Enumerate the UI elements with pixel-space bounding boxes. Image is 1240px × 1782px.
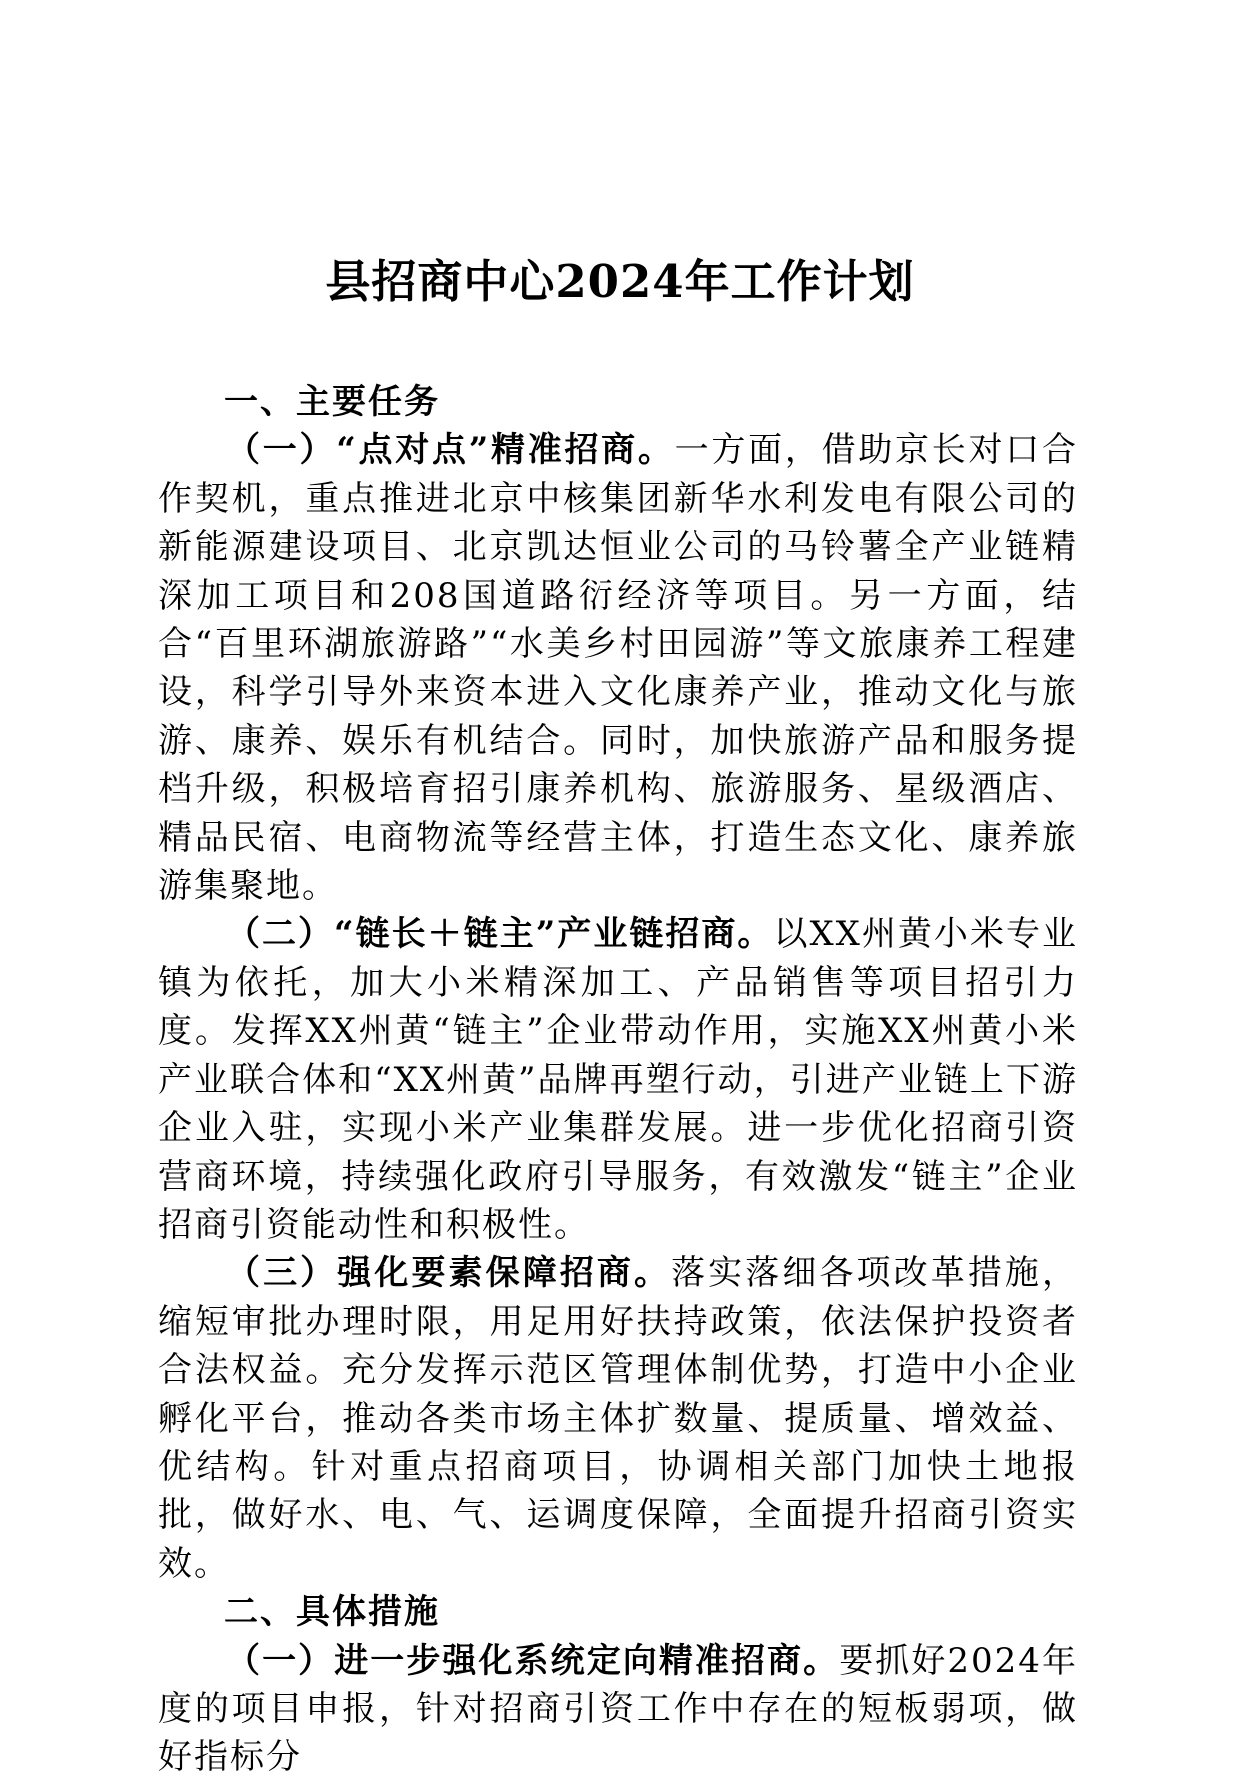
section-heading-specific-measures: 二、具体措施 [224,1592,440,1633]
paragraph-lead: （二）“链长＋链主”产业链招商。 [226,914,774,955]
paragraph-lead: （三）强化要素保障招商。 [226,1253,672,1294]
paragraph-point-to-point [158,426,1078,910]
paragraph-lead: （一）“点对点”精准招商。 [226,430,675,471]
document-title: 县招商中心2024年工作计划 [325,255,915,308]
paragraph-text: 要抓好2024年度的项目申报，针对招商引资工作中存在的短板弱项，做好指标分 [158,1640,1078,1778]
paragraph-factor-guarantee [158,1249,1078,1588]
section-heading-main-tasks: 一、主要任务 [224,382,440,422]
document-body [158,378,1078,1782]
paragraph-text: 落实落细各项改革措施，缩短审批办理时限，用足用好扶持政策，依法保护投资者合法权益。充分发挥示范区管理体制优势，打造中小企业孵化平台，推动各类市场主体扩数量、提质量、增效益、优结构。针对重点招商项目，协调相关部门加快土地报批，做好水、电、气、运调度保障，全面提升招商引资实效。 [158,1253,1079,1584]
paragraph-targeted-investment [158,1637,1078,1782]
paragraph-chain-investment [158,910,1078,1249]
paragraph-text: 以XX州黄小米专业镇为依托，加大小米精深加工、产品销售等项目招引力度。发挥XX州黄“链主”企业带动作用，实施XX州黄小米产业联合体和“XX州黄”品牌再塑行动，引进产业链上下游企业入驻，实现小米产业集群发展。进一步优化招商引资营商环境，持续强化政府引导服务，有效激发“链主”企业招商引资能动性和积极性。 [158,914,1078,1245]
paragraph-lead: （一）进一步强化系统定向精准招商。 [226,1640,840,1681]
paragraph-text: 一方面，借助京长对口合作契机，重点推进北京中核集团新华水利发电有限公司的新能源建设项目、北京凯达恒业公司的马铃薯全产业链精深加工项目和208国道路衍经济等项目。另一方面，结合“百里环湖旅游路”“水美乡村田园游”等文旅康养工程建设，科学引导外来资本进入文化康养产业，推动文化与旅游、康养、娱乐有机结合。同时，加快旅游产品和服务提档升级，积极培育招引康养机构、旅游服务、星级酒店、精品民宿、电商物流等经营主体，打造生态文化、康养旅游集聚地。 [158,430,1078,907]
